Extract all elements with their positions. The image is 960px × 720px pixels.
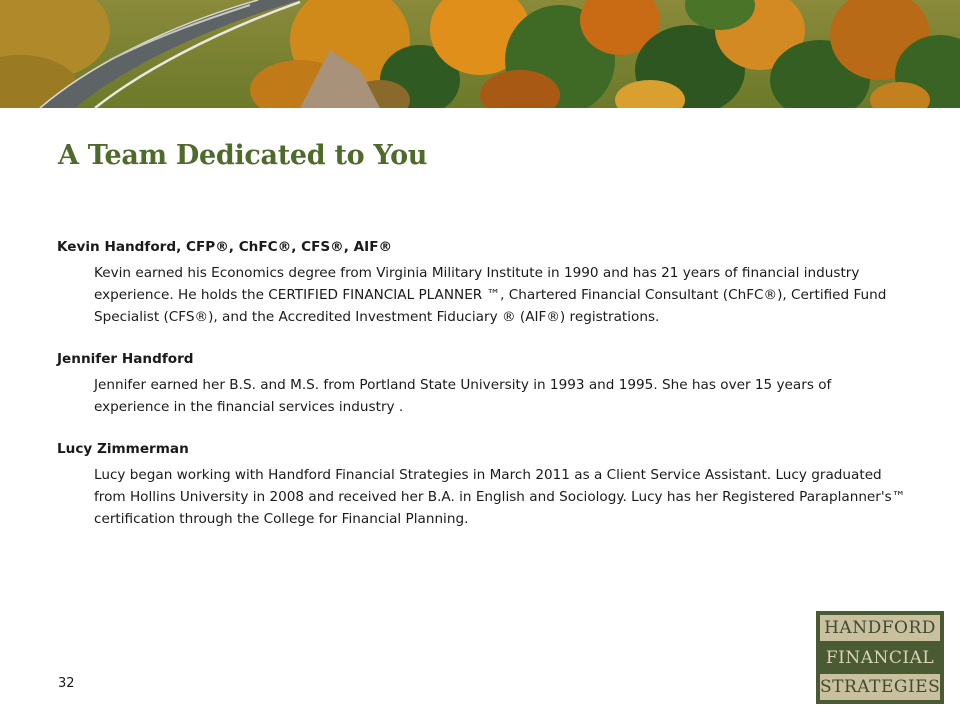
team-member [57,236,907,328]
member-bio: Kevin earned his Economics degree from Virginia Military Institute in 1990 and has 21 years of financial industry experience. He holds the CERTIFIED FINANCIAL PLANNER ™, Chartered Financial Consultant (ChFC®), Certified Fund Specialist (CFS®), and the Accredited Investment Fiduciary ® (AIF®) registrations. [94,265,887,325]
member-name: Kevin Handford, CFP®, ChFC®, CFS®, AIF® [57,239,393,255]
member-bio: Lucy began working with Handford Financial Strategies in March 2011 as a Client Service Assistant. Lucy graduated from Hollins University in 2008 and received her B.A. in English and Sociology. Lucy has her Registered Paraplanner's™ certification through the College for Financial Planning. [94,467,906,527]
member-bio: Jennifer earned her B.S. and M.S. from Portland State University in 1993 and 1995. She has over 15 years of experience in the financial services industry . [94,377,832,415]
logo-line-1: HANDFORD [820,615,940,641]
header-banner-photo [0,0,960,108]
logo-line-3: STRATEGIES [820,674,940,700]
handford-financial-logo [816,611,944,704]
page-number: 32 [58,676,75,691]
team-member [57,438,907,530]
member-name: Jennifer Handford [57,351,194,367]
team-member [57,348,907,418]
page-title: A Team Dedicated to You [58,140,428,171]
logo-line-2: FINANCIAL [825,647,935,668]
team-list [57,236,907,550]
member-name: Lucy Zimmerman [57,441,189,457]
